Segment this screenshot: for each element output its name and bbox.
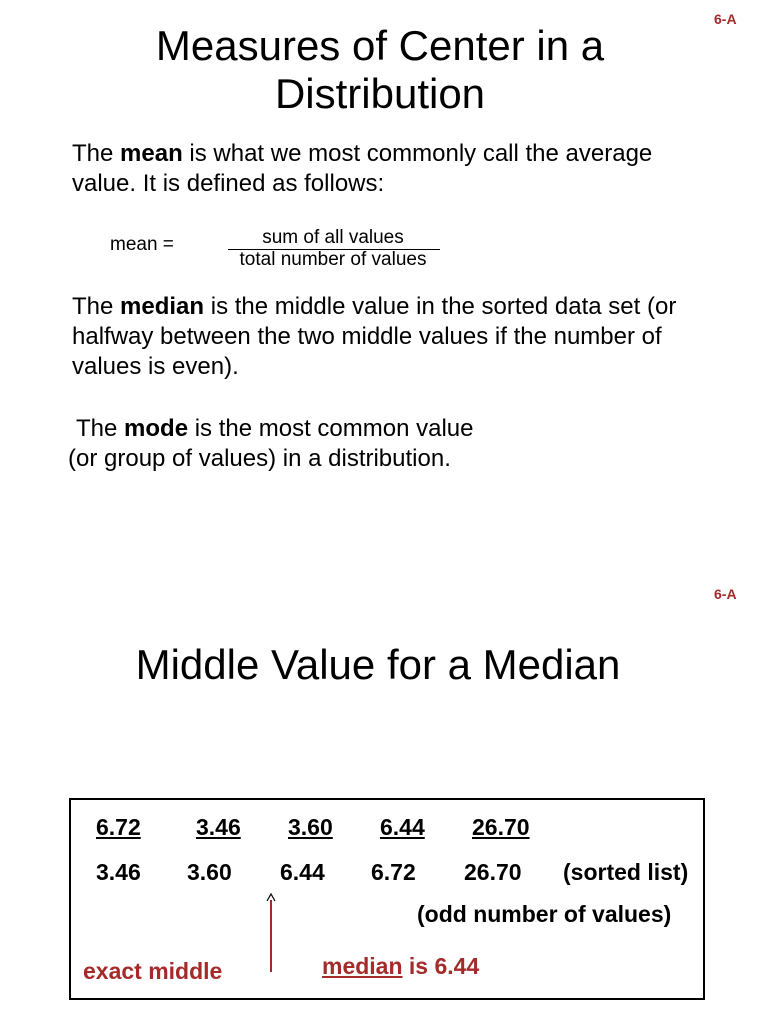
text: is the most common value	[188, 415, 474, 442]
median-result	[322, 953, 479, 980]
sorted-value: 3.46	[96, 859, 141, 885]
text: halfway between the two middle values if the number of	[72, 323, 662, 350]
up-arrow-icon	[264, 892, 278, 974]
formula-denominator: total number of values	[239, 249, 427, 270]
term-median: median	[120, 293, 205, 320]
mean-paragraph	[72, 139, 752, 199]
text: values is even).	[72, 353, 239, 380]
slide-title: Middle Value for a Median	[135, 641, 621, 688]
text: The	[72, 293, 121, 320]
formula-numerator: sum of all values	[262, 227, 404, 248]
title-line: Measures of Center in a	[155, 22, 605, 69]
mode-paragraph	[68, 414, 668, 474]
text: value. It is defined as follows:	[72, 170, 385, 197]
text: is the middle value in the sorted data set (or	[204, 293, 677, 320]
unsorted-value: 3.60	[288, 814, 333, 840]
sorted-value: 6.72	[371, 859, 416, 885]
slide-title	[60, 22, 700, 118]
text: The	[72, 140, 121, 167]
unsorted-value: 26.70	[472, 814, 530, 840]
slide-number-tag: 6-A	[714, 11, 737, 27]
text: is what we most commonly call the average	[182, 140, 653, 167]
sorted-value: 3.60	[187, 859, 232, 885]
odd-note: (odd number of values)	[417, 901, 672, 927]
term-mode: mode	[124, 415, 189, 442]
slide-number-tag: 6-A	[714, 586, 737, 602]
sorted-value: 6.44	[280, 859, 325, 885]
median-word: median	[322, 953, 403, 979]
unsorted-value: 3.46	[196, 814, 241, 840]
sorted-value: 26.70	[464, 859, 522, 885]
text: (or group of values) in a distribution.	[68, 445, 451, 472]
median-paragraph	[72, 292, 762, 382]
unsorted-value: 6.72	[96, 814, 141, 840]
exact-middle-label: exact middle	[83, 958, 223, 984]
title-line: Distribution	[274, 70, 486, 117]
term-mean: mean	[120, 140, 183, 167]
text: The	[76, 415, 125, 442]
formula-lhs: mean =	[110, 234, 174, 255]
unsorted-value: 6.44	[380, 814, 425, 840]
sorted-note: (sorted list)	[563, 859, 689, 885]
median-value-text: is 6.44	[402, 953, 480, 979]
